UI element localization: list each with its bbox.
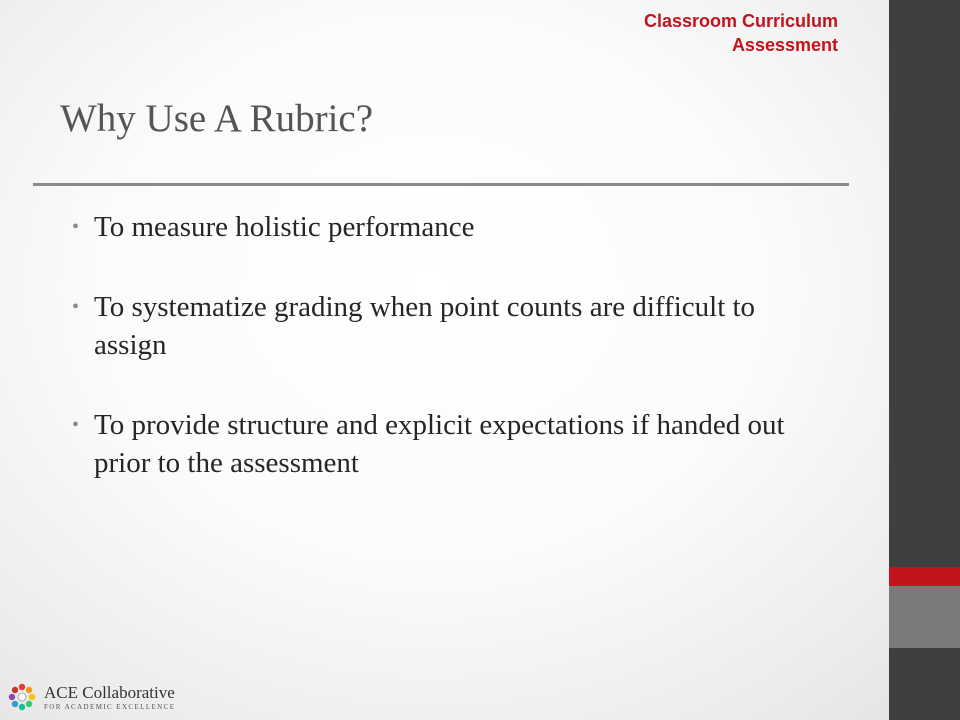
bullet-icon: • [72, 296, 80, 318]
bullet-text: To provide structure and explicit expectations if handed out prior to the assessment [94, 409, 785, 479]
ace-logo [6, 677, 175, 717]
bullet-text: To measure holistic performance [94, 211, 475, 243]
accent-bar-dark-segment [889, 0, 960, 567]
course-label-line1: Classroom Curriculum [643, 11, 838, 31]
bullet-icon: • [72, 414, 80, 436]
bullet-list [72, 208, 812, 482]
bullet-icon: • [72, 216, 80, 238]
bullet-item [72, 288, 812, 364]
course-label-line2: Assessment [731, 35, 838, 55]
bullet-item [72, 208, 812, 246]
ace-logo-icon [6, 681, 38, 713]
accent-bar-gray-segment [889, 586, 960, 648]
slide-title: Why Use A Rubric? [60, 97, 374, 140]
accent-bar-bottom-segment [889, 648, 960, 720]
right-accent-bar [889, 0, 960, 720]
logo-name: ACE Collaborative [44, 682, 175, 702]
bullet-text: To systematize grading when point counts are difficult to assign [94, 291, 756, 361]
accent-bar-red-segment [889, 567, 960, 586]
bullet-item [72, 406, 812, 482]
course-label [538, 9, 838, 57]
logo-tagline: FOR ACADEMIC EXCELLENCE [44, 702, 176, 711]
title-divider [33, 183, 849, 186]
